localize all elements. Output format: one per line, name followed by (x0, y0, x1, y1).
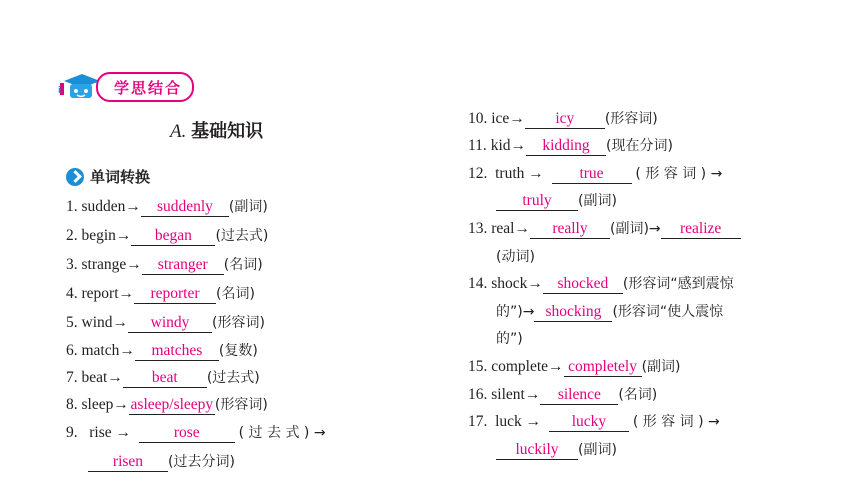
section-badge (56, 71, 194, 103)
list-item (66, 422, 326, 443)
item-number: 11. (468, 137, 487, 154)
item-word: real→ (491, 220, 530, 237)
list-item (66, 312, 265, 333)
list-item (66, 340, 258, 361)
item-number: 3. (66, 256, 78, 273)
item-note: (过去式) (206, 370, 260, 386)
answer-blank: stranger (142, 256, 224, 275)
item-word: wind→ (81, 314, 128, 331)
answer-blank: rose (139, 424, 235, 443)
svg-text:i: i (58, 86, 62, 96)
list-item (468, 356, 681, 377)
answer-blank: windy (128, 314, 212, 333)
check-circle-icon (66, 168, 84, 186)
item-number: 17. (468, 413, 488, 430)
section-title (170, 117, 263, 143)
answer-blank: began (131, 227, 215, 246)
subheading-text: 单词转换 (90, 168, 151, 186)
item-number: 8. (66, 396, 78, 413)
item-note: (形容词) (214, 397, 268, 413)
section-title-text: 基础知识 (191, 121, 264, 142)
answer-blank: truly (496, 192, 578, 211)
item-note: ( 形 容 词 ) → (635, 166, 723, 182)
item-note: (复数) (218, 343, 258, 359)
answer-blank: reporter (134, 285, 216, 304)
list-item (468, 135, 673, 156)
item-word: beat→ (81, 369, 123, 386)
item-note: (动词) (496, 249, 535, 265)
item-word: luck → (495, 413, 542, 430)
answer-blank: luckily (496, 441, 578, 460)
list-item-continuation (496, 301, 723, 322)
list-item (66, 394, 268, 415)
item-number: 14. (468, 275, 488, 292)
answer-blank: shocked (543, 275, 623, 294)
item-word: complete→ (491, 358, 564, 375)
item-word: shock→ (491, 275, 543, 292)
section-prefix: A. (170, 121, 187, 142)
item-word: ice→ (491, 110, 525, 127)
answer-blank: risen (88, 453, 168, 472)
item-number: 13. (468, 220, 488, 237)
list-item (66, 196, 268, 217)
item-word: truth → (495, 165, 544, 182)
item-number: 9. (66, 424, 78, 441)
answer-blank: realize (661, 220, 741, 239)
item-note: (名词) (618, 387, 658, 403)
list-item (66, 283, 255, 304)
answer-blank: asleep/sleepy (130, 396, 214, 413)
answer-blank: matches (135, 342, 219, 361)
item-note: 的”)→ (496, 304, 535, 320)
item-word: sleep→ (81, 396, 129, 413)
list-item (468, 273, 734, 294)
item-word: kid→ (490, 137, 526, 154)
answer-blank: completely (564, 358, 642, 377)
list-item (468, 218, 741, 239)
list-item (66, 367, 260, 388)
item-number: 5. (66, 314, 78, 331)
answer-blank: kidding (526, 137, 606, 156)
answer-blank: really (530, 220, 610, 239)
item-number: 12. (468, 165, 488, 182)
list-item (66, 254, 263, 275)
item-note: (副词) (578, 442, 617, 458)
item-note: 的”) (496, 331, 523, 347)
item-word: silent→ (491, 386, 541, 403)
answer-blank: beat (123, 369, 207, 388)
badge-label: 学思结合 (96, 72, 194, 102)
item-number: 7. (66, 369, 78, 386)
answer-blank: shocking (534, 303, 612, 322)
item-number: 6. (66, 342, 78, 359)
item-note: ( 形 容 词 ) → (632, 414, 720, 430)
item-number: 1. (66, 198, 78, 215)
item-note: (名词) (223, 257, 263, 273)
item-note: (副词) (641, 359, 681, 375)
item-word: strange→ (81, 256, 142, 273)
item-note: (副词) (578, 193, 617, 209)
item-number: 2. (66, 227, 78, 244)
answer-blank: true (552, 165, 632, 184)
list-item-continuation (496, 439, 617, 460)
item-note: ( 过 去 式 ) → (238, 425, 326, 441)
list-item (468, 384, 657, 405)
item-note: (现在分词) (606, 138, 673, 154)
answer-blank: suddenly (141, 198, 229, 217)
list-item (468, 163, 722, 184)
list-item (66, 225, 268, 246)
item-note: (副词) (228, 199, 268, 215)
item-word: report→ (81, 285, 135, 302)
answer-blank: icy (525, 110, 605, 129)
item-note: (形容词) (212, 315, 265, 331)
list-item-continuation (88, 451, 235, 472)
item-note: (形容词“感到震惊 (622, 276, 734, 292)
list-item-continuation (496, 246, 535, 266)
item-word: begin→ (81, 227, 132, 244)
item-number: 10. (468, 110, 488, 127)
item-note: (形容词) (604, 111, 658, 127)
answer-blank: lucky (549, 413, 629, 432)
subheading (66, 166, 150, 187)
item-number: 16. (468, 386, 488, 403)
answer-blank: silence (540, 386, 618, 405)
item-note: (形容词“使人震惊 (612, 304, 724, 320)
item-word: match→ (81, 342, 135, 359)
item-number: 15. (468, 358, 488, 375)
item-note: (过去分词) (168, 454, 235, 470)
item-note: (过去式) (215, 228, 269, 244)
item-word: rise → (89, 424, 132, 441)
list-item (468, 411, 720, 432)
item-note: (副词)→ (609, 221, 661, 237)
item-note: (名词) (216, 286, 255, 302)
item-word: sudden→ (81, 198, 141, 215)
list-item-continuation (496, 328, 523, 348)
list-item-continuation (496, 190, 617, 211)
item-number: 4. (66, 285, 78, 302)
list-item (468, 108, 658, 129)
